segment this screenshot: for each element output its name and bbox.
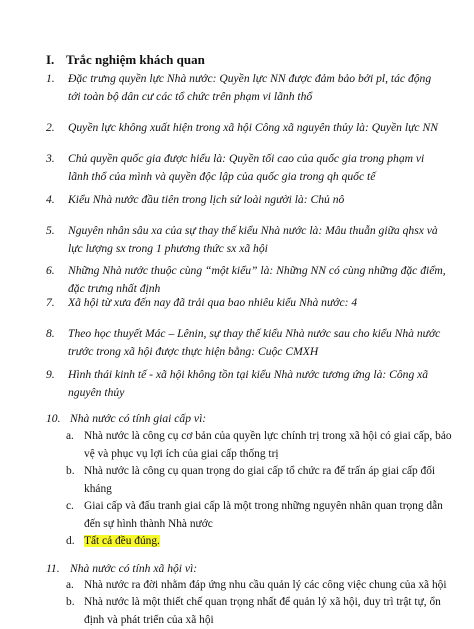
question-text: Quyền lực không xuất hiện trong xã hội Công xã nguyên thủy là: Quyền lực NN xyxy=(68,121,438,134)
question-8 xyxy=(46,325,446,361)
question-4 xyxy=(46,191,446,209)
question-text: Nhà nước có tính giai cấp vì: xyxy=(70,412,207,425)
option-letter: a. xyxy=(66,430,74,442)
option-letter: d. xyxy=(66,535,75,547)
option-letter: b. xyxy=(66,465,75,477)
question-number: 2. xyxy=(46,121,55,134)
option-text: Nhà nước là công cụ cơ bản của quyền lực chính trị trong xã hội có giai cấp, bảo vệ và phục vụ lợi ích của giai cấp thống trị xyxy=(84,430,452,460)
question-2 xyxy=(46,119,446,137)
question-text: Chủ quyền quốc gia được hiểu là: Quyền tối cao của quốc gia trong phạm vi lãnh thổ của mình và quyền độc lập của quốc gia trong qh quốc tế xyxy=(68,152,425,183)
section-heading xyxy=(46,52,205,68)
question-9 xyxy=(46,366,446,402)
question-number: 1. xyxy=(46,72,55,85)
question-11 xyxy=(46,560,446,578)
question-number: 5. xyxy=(46,224,55,237)
question-6 xyxy=(46,262,446,298)
question-text: Hình thái kinh tế - xã hội không tồn tại kiểu Nhà nước tương ứng là: Công xã nguyên thủy xyxy=(68,368,429,399)
question-7 xyxy=(46,294,446,312)
question-number: 10. xyxy=(46,412,61,425)
q10-option-d xyxy=(66,533,456,551)
question-number: 6. xyxy=(46,264,55,277)
section-number: I. xyxy=(46,52,55,67)
option-letter: a. xyxy=(66,579,74,591)
question-text: Kiểu Nhà nước đầu tiên trong lịch sử loài người là: Chủ nô xyxy=(68,193,345,206)
q10-option-b xyxy=(66,463,456,498)
highlighted-answer: Tất cả đều đúng. xyxy=(84,535,160,547)
option-text: Giai cấp và đấu tranh giai cấp là một trong những nguyên nhân quan trọng dẫn đến sự hình thành Nhà nước xyxy=(84,500,443,530)
question-text: Những Nhà nước thuộc cùng “một kiểu” là: Những NN có cùng những đặc điểm, đặc trưng nhất định xyxy=(68,264,446,295)
question-5 xyxy=(46,222,446,258)
question-number: 9. xyxy=(46,368,55,381)
question-number: 8. xyxy=(46,327,55,340)
q11-option-b xyxy=(66,594,456,629)
question-number: 7. xyxy=(46,296,55,309)
q10-option-c xyxy=(66,498,456,533)
option-text: Nhà nước là một thiết chế quan trọng nhất để quản lý xã hội, duy trì trật tự, ổn định và phát triển của xã hội xyxy=(84,596,441,626)
question-text: Xã hội từ xưa đến nay đã trải qua bao nhiêu kiểu Nhà nước: 4 xyxy=(68,296,358,309)
question-text: Theo học thuyết Mác – Lênin, sự thay thế kiểu Nhà nước sau cho kiểu Nhà nước trước trong xã hội được thực hiện bằng: Cuộc CMXH xyxy=(68,327,441,358)
q10-option-a xyxy=(66,428,456,463)
question-number: 11. xyxy=(46,562,60,575)
question-text: Đặc trưng quyền lực Nhà nước: Quyền lực NN được đảm bảo bởi pl, tác động tới toàn bộ dân cư các tổ chức trên phạm vi lãnh thổ xyxy=(68,72,432,103)
question-3 xyxy=(46,150,446,186)
section-title: Trắc nghiệm khách quan xyxy=(66,52,205,67)
question-number: 3. xyxy=(46,152,55,165)
question-text: Nguyên nhân sâu xa của sự thay thế kiểu Nhà nước là: Mâu thuẫn giữa qhsx và lực lượng sx trong 1 phương thức sx xã hội xyxy=(68,224,438,255)
option-letter: c. xyxy=(66,500,74,512)
question-text: Nhà nước có tính xã hội vì: xyxy=(70,562,198,575)
question-1 xyxy=(46,70,446,106)
question-number: 4. xyxy=(46,193,55,206)
question-10 xyxy=(46,410,446,428)
option-text: Nhà nước ra đời nhằm đáp ứng nhu cầu quản lý các công việc chung của xã hội xyxy=(84,579,447,591)
q11-option-a xyxy=(66,577,456,595)
option-text: Nhà nước là công cụ quan trọng do giai cấp tổ chức ra để trấn áp giai cấp đối kháng xyxy=(84,465,436,495)
option-letter: b. xyxy=(66,596,75,608)
